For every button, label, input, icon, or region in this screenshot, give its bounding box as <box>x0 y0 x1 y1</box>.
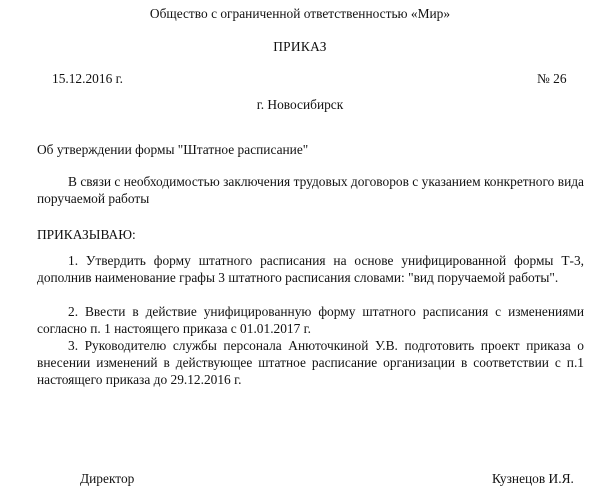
intro-paragraph <box>37 173 584 207</box>
signature-name: Кузнецов И.Я. <box>492 471 574 486</box>
signature-position: Директор <box>80 471 135 486</box>
document-subject: Об утверждении формы "Штатное расписание" <box>37 142 309 157</box>
document-title: ПРИКАЗ <box>273 39 327 54</box>
document-city: г. Новосибирск <box>256 97 344 112</box>
document-number: № 26 <box>537 71 567 86</box>
organization-name: Общество с ограниченной ответственностью «Мир» <box>149 6 451 21</box>
intro-text: В связи с необходимостью заключения трудовых договоров с указанием конкретного вида поручаемой работы <box>37 174 584 206</box>
order-item-3: 3. Руководителю службы персонала Анюточкиной У.В. подготовить проект приказа о внесении изменений в действующее штатное расписание организации в соответствии с п.1 настоящего приказа до 29.12.2016 г. <box>37 338 584 387</box>
order-word: ПРИКАЗЫВАЮ: <box>37 227 136 242</box>
document-date: 15.12.2016 г. <box>52 71 123 86</box>
order-item-1: 1. Утвердить форму штатного расписания на основе унифицированной формы Т-3, дополнив наименование графы 3 штатного расписания словами: "вид поручаемой работы". <box>37 253 584 285</box>
order-item-2: 2. Ввести в действие унифицированную форму штатного расписания с изменениями согласно п. 1 настоящего приказа с 01.01.2017 г. <box>37 304 584 336</box>
